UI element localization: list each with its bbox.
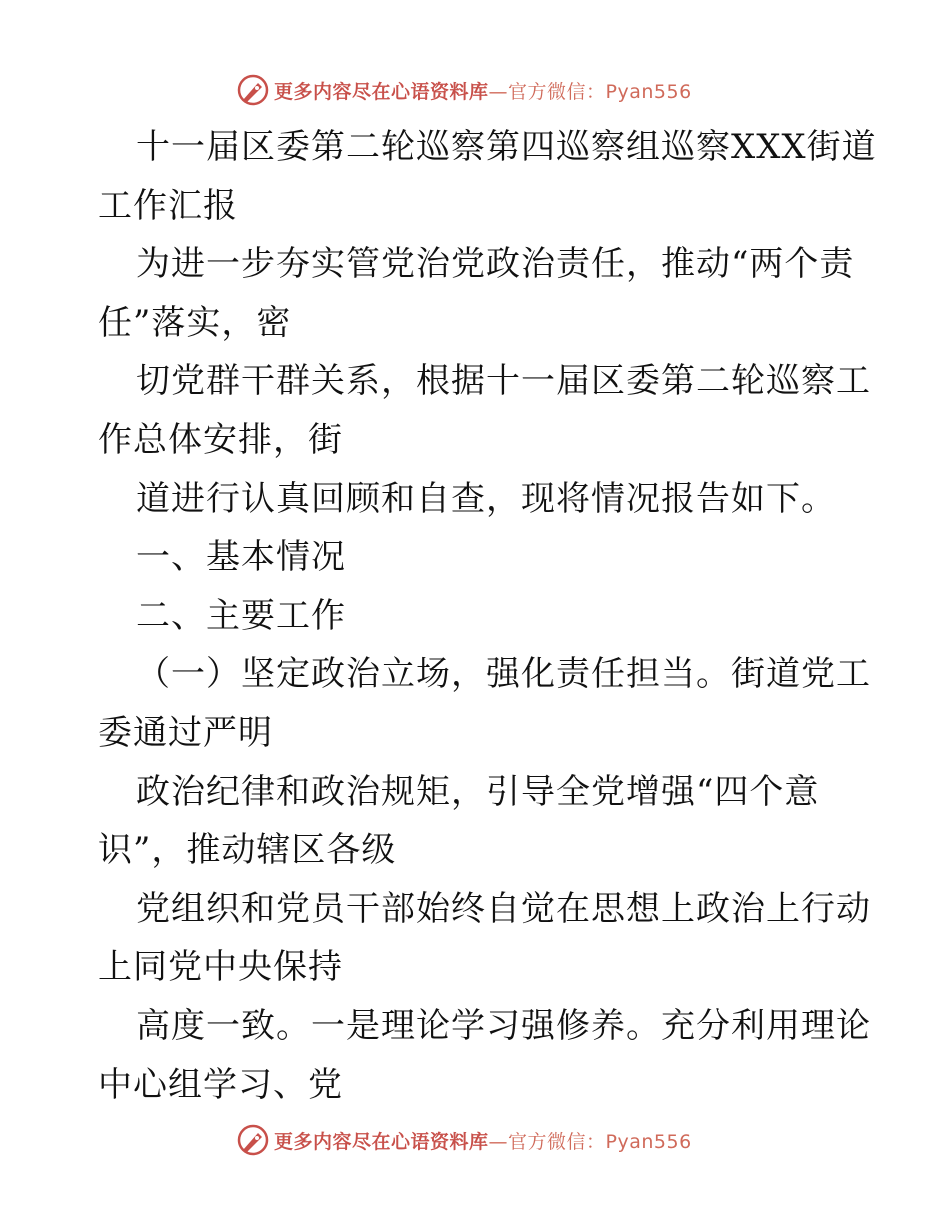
header-watermark	[236, 72, 692, 108]
paragraph-line: 作总体安排，街	[98, 419, 343, 460]
watermark-separator: —	[488, 1130, 509, 1153]
section-heading: 二、主要工作	[136, 595, 346, 636]
paragraph-line: （一）坚定政治立场，强化责任担当。街道党工	[136, 654, 871, 695]
doc-title-line-2: 工作汇报	[98, 185, 238, 226]
paragraph-line: 任”落实，密	[98, 302, 292, 343]
watermark-main-text: 更多内容尽在心语资料库	[274, 80, 489, 103]
section-heading: 一、基本情况	[136, 537, 346, 578]
document-body	[98, 118, 877, 1114]
paragraph-line: 党组织和党员干部始终自觉在思想上政治上行动	[136, 888, 871, 929]
paragraph-line: 切党群干群关系，根据十一届区委第二轮巡察工	[136, 361, 871, 402]
watermark-main-text: 更多内容尽在心语资料库	[274, 1130, 489, 1153]
paragraph-line: 识”，推动辖区各级	[98, 830, 397, 871]
paragraph-line: 高度一致。一是理论学习强修养。充分利用理论	[136, 1005, 871, 1046]
watermark-contact-text: 官方微信：Pyan556	[508, 1130, 692, 1153]
paragraph-line: 道进行认真回顾和自查，现将情况报告如下。	[136, 478, 836, 519]
paragraph-line: 上同党中央保持	[98, 947, 343, 988]
paragraph-line: 委通过严明	[98, 712, 273, 753]
watermark-separator: —	[488, 80, 509, 103]
pen-nib-logo-icon	[236, 73, 270, 107]
doc-title-line-1: 十一届区委第二轮巡察第四巡察组巡察XXX街道	[136, 127, 877, 167]
paragraph-line: 政治纪律和政治规矩，引导全党增强“四个意	[136, 771, 820, 812]
paragraph-line: 为进一步夯实管党治党政治责任，推动“两个责	[136, 244, 855, 285]
paragraph-line: 中心组学习、党	[98, 1064, 343, 1105]
footer-watermark	[236, 1122, 692, 1158]
pen-nib-logo-icon	[236, 1123, 270, 1157]
watermark-contact-text: 官方微信：Pyan556	[508, 80, 692, 103]
